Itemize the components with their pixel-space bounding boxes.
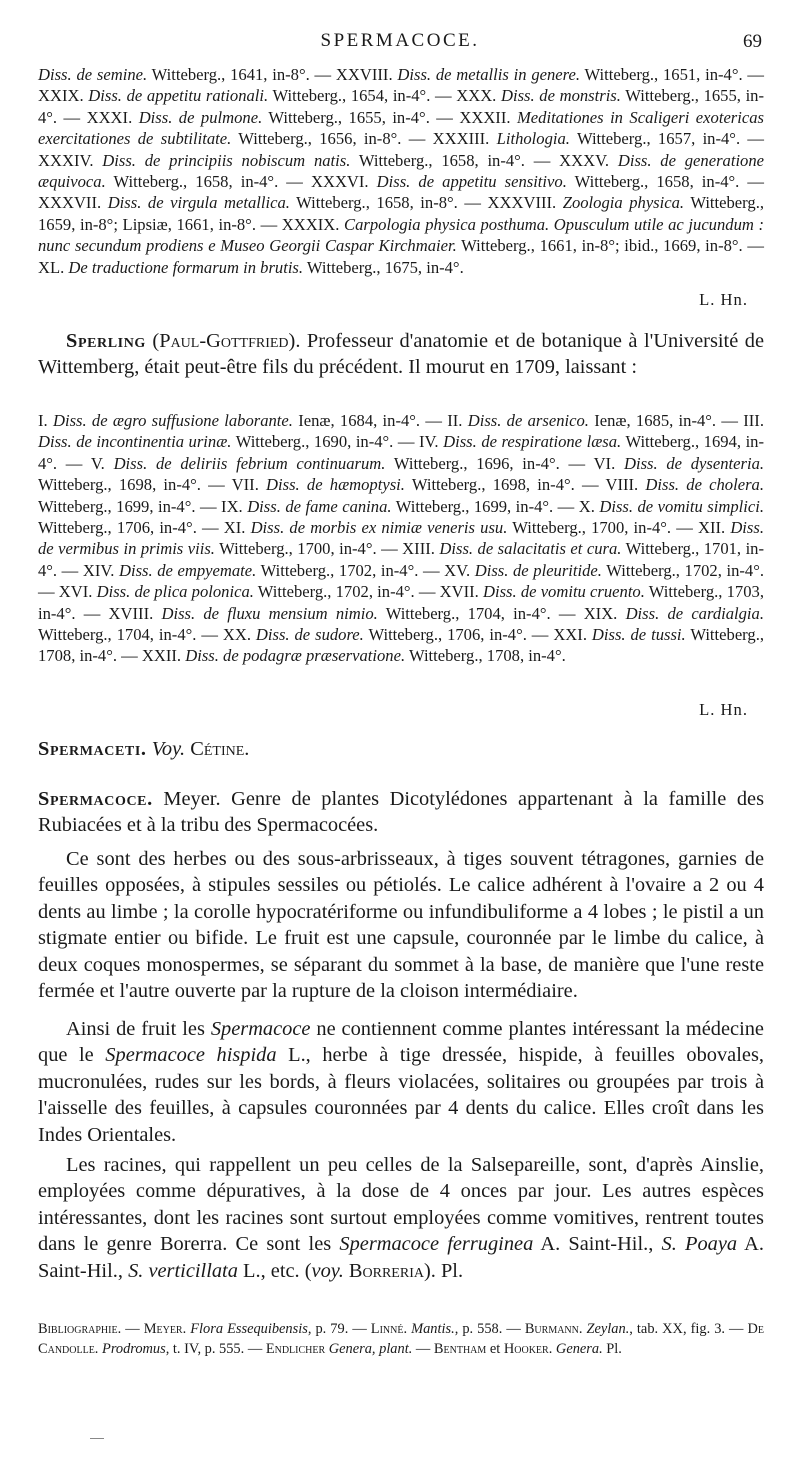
- author-signature: L. Hn.: [699, 290, 748, 309]
- spermacoce-description: Ce sont des herbes ou des sous-arbrisseaux, à tiges souvent tétragones, garnies de feuilles opposées, à stipules sessiles ou pétiolés. Le calice adhérent à l'ovaire a 2 ou 4 dents au limbe ; la corolle hypocratériforme ou infundibuliforme a 4 lobes ; le pistil a un stigmate entier ou bifide. Le fruit est une capsule, couronnée par le limbe du calice, à deux coques monospermes, se séparant du sommet à la base, de manière que l'une reste fermée et l'autre ouverte par la rupture de la cloison intermédiaire.: [38, 848, 764, 1003]
- entry-spermaceti: Spermaceti. Voy. Cétine.: [38, 738, 250, 760]
- footer-dash: [90, 1438, 104, 1439]
- page-number: 69: [743, 31, 762, 52]
- sperling-works-list: I. Diss. de ægro suffusione laborante. Ienæ, 1684, in-4°. — II. Diss. de arsenico. Ienæ, 1685, in-4°. — III. Diss. de incontinentia urinæ. Witteberg., 1690, in-4°. — IV. Diss. de respiratione læsa. Witteberg., 1694, in-4°. — V. Diss. de deliriis febrium continuarum. Witteberg., 1696, in-4°. — VI. Diss. de dysenteria. Witteberg., 1698, in-4°. — VII. Diss. de hæmoptysi. Witteberg., 1698, in-4°. — VIII. Diss. de cholera. Witteberg., 1699, in-4°. — IX. Diss. de fame canina. Witteberg., 1699, in-4°. — X. Diss. de vomitu simplici. Witteberg., 1706, in-4°. — XI. Diss. de morbis ex nimiæ veneris usu. Witteberg., 1700, in-4°. — XII. Diss. de vermibus in primis viis. Witteberg., 1700, in-4°. — XIII. Diss. de salacitatis et cura. Witteberg., 1701, in-4°. — XIV. Diss. de empyemate. Witteberg., 1702, in-4°. — XV. Diss. de pleuritide. Witteberg., 1702, in-4°. — XVI. Diss. de plica polonica. Witteberg., 1702, in-4°. — XVII. Diss. de vomitu cruento. Witteberg., 1703, in-4°. — XVIII. Diss. de fluxu mensium nimio. Witteberg., 1704, in-4°. — XIX. Diss. de cardialgia. Witteberg., 1704, in-4°. — XX. Diss. de sudore. Witteberg., 1706, in-4°. — XXI. Diss. de tussi. Witteberg., 1708, in-4°. — XXII. Diss. de podagræ præservatione. Witteberg., 1708, in-4°.: [38, 411, 765, 666]
- bibliography-list-continued: Diss. de semine. Witteberg., 1641, in-8°. — XXVIII. Diss. de metallis in genere. Witteberg., 1651, in-4°. — XXIX. Diss. de appetitu rationali. Witteberg., 1654, in-4°. — XXX. Diss. de monstris. Witteberg., 1655, in-4°. — XXXI. Diss. de pulmone. Witteberg., 1655, in-4°. — XXXII. Meditationes in Scaligeri exotericas exercitationes de subtilitate. Witteberg., 1656, in-8°. — XXXIII. Lithologia. Witteberg., 1657, in-4°. — XXXIV. Diss. de principiis nobiscum natis. Witteberg., 1658, in-4°. — XXXV. Diss. de generatione æquivoca. Witteberg., 1658, in-4°. — XXXVI. Diss. de appetitu sensitivo. Witteberg., 1658, in-4°. — XXXVII. Diss. de virgula metallica. Witteberg., 1658, in-8°. — XXXVIII. Zoologia physica. Witteberg., 1659, in-8°; Lipsiæ, 1661, in-8°. — XXXIX. Carpologia physica posthuma. Opusculum utile ac jucundum : nunc secundum prodiens e Museo Georgii Caspar Kirchmaier. Witteberg., 1661, in-8°; ibid., 1669, in-8°. — XL. De traductione formarum in brutis. Witteberg., 1675, in-4°.: [38, 65, 765, 277]
- author-signature-2: L. Hn.: [699, 700, 748, 719]
- spermacoce-bibliography: Bibliographie. — Meyer. Flora Essequibensis, p. 79. — Linné. Mantis., p. 558. — Burmann. Zeylan., tab. XX, fig. 3. — De Candolle. Prodromus, t. IV, p. 555. — Endlicher Genera, plant. — Bentham et Hooker. Genera. Pl.: [38, 1321, 764, 1357]
- entry-spermacoce: Spermacoce. Meyer. Genre de plantes Dicotylédones appartenant à la famille des Rubiacées et à la tribu des Spermacocées.: [38, 788, 764, 837]
- spermacoce-medical-use: Ainsi de fruit les Spermacoce ne contiennent comme plantes intéressant la médecine que le Spermacoce hispida L., herbe à tige dressée, hispide, à feuilles obovales, mucronulées, rudes sur les bords, à fleurs violacées, solitaires ou groupées par trois à l'aisselle des feuilles, à capsules couronnées par 4 dents du calice. Elles croît dans les Indes Orientales.: [38, 1018, 764, 1146]
- page-header-title: SPERMACOCE.: [320, 30, 480, 51]
- entry-sperling: Sperling (Paul-Gottfried). Professeur d'anatomie et de botanique à l'Université de Wittemberg, était peut-être fils du précédent. Il mourut en 1709, laissant :: [38, 330, 764, 379]
- spermacoce-roots: Les racines, qui rappellent un peu celles de la Salsepareille, sont, d'après Ainslie, employées comme dépuratives, à la dose de 4 onces par jour. Les autres espèces intéressantes, dont les racines sont surtout employées comme vomitives, rentrent toutes dans le genre Borerra. Ce sont les Spermacoce ferruginea A. Saint-Hil., S. Poaya A. Saint-Hil., S. verticillata L., etc. (voy. Borreria). Pl.: [38, 1154, 764, 1282]
- running-header: [0, 30, 800, 54]
